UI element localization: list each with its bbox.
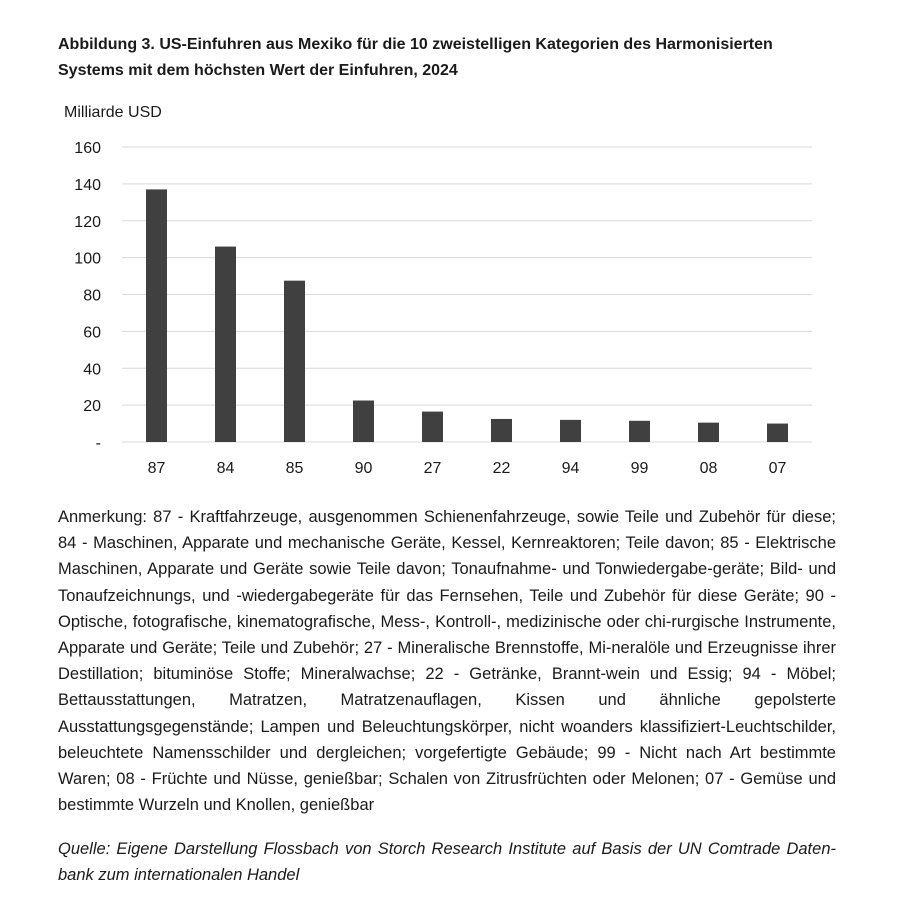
bar-94: [560, 420, 581, 442]
y-tick-label: 80: [83, 287, 101, 305]
y-tick-label: 160: [74, 140, 101, 157]
chart-note: Anmerkung: 87 - Kraftfahrzeuge, ausgenommen Schienenfahrzeuge, sowie Teile und Zubehör für diese; 84 - Maschinen, Apparate und mechanische Geräte, Kessel, Kernreaktoren; Teile davon; 85 - Elektrische Maschinen, Apparate und Geräte sowie Teile davon; Tonaufnahme- und Tonwiedergabe-geräte; Bild- und Tonaufzeichnungs, und -wiedergabegeräte für das Fernsehen, Teile und Zubehör für diese Geräte; 90 - Optische, fotografische, kinematografische, Mess-, Kontroll-, medizinische oder chi-rurgische Instrumente, Apparate und Geräte; Teile und Zubehör; 27 - Mineralische Brennstoffe, Mi-neralöle und Erzeugnisse ihrer Destillation; bituminöse Stoffe; Mineralwachse; 22 - Getränke, Brannt-wein und Essig; 94 - Möbel; Bettausstattungen, Matratzen, Matratzenauflagen, Kissen und ähnliche gepolsterte Ausstattungsgegenstände; Lampen und Beleuchtungskörper, nicht woanders klassifiziert-Leuchtschilder, beleuchtete Namensschilder und dergleichen; vorgefertigte Gebäude; 99 - Nicht nach Art bestimmte Waren; 08 - Früchte und Nüsse, genießbar; Schalen von Zitrusfrüchten oder Melonen; 07 - Gemüse und bestimmte Wurzeln und Knollen, genießbar: [58, 508, 836, 815]
y-tick-label: 60: [83, 324, 101, 342]
x-tick-label: 08: [699, 460, 718, 477]
x-tick-label: 90: [354, 460, 373, 477]
x-tick-label: 85: [285, 460, 304, 477]
bar-27: [422, 412, 443, 442]
bar-chart: [0, 95, 901, 485]
y-tick-label: 100: [74, 250, 101, 268]
bar-08: [698, 423, 719, 442]
figure-title-line-1: Abbildung 3. US-Einfuhren aus Mexiko für die 10 zweistelligen Kategorien des Harmonisierten: [58, 36, 773, 53]
bars: [146, 189, 788, 442]
chart-source: Quelle: Eigene Darstellung Flossbach von Storch Research Institute auf Basis der UN Comtrade Daten-bank zum internationalen Handel: [58, 840, 836, 884]
y-tick-label: 20: [83, 398, 101, 416]
bar-99: [629, 421, 650, 442]
x-tick-label: 07: [768, 460, 787, 477]
x-tick-label: 87: [147, 460, 166, 477]
x-tick-label: 99: [630, 460, 649, 477]
bar-90: [353, 401, 374, 442]
x-tick-label: 94: [561, 460, 580, 477]
y-tick-label: 40: [83, 361, 101, 379]
figure-title-line-2: Systems mit dem höchsten Wert der Einfuhren, 2024: [58, 62, 458, 79]
bar-84: [215, 247, 236, 442]
x-tick-label: 27: [423, 460, 442, 477]
y-axis-unit-label: Milliarde USD: [64, 104, 162, 121]
x-tick-label: 22: [492, 460, 511, 477]
bar-22: [491, 419, 512, 442]
y-tick-label: -: [95, 435, 101, 452]
x-axis-labels: [148, 460, 787, 477]
y-axis-ticks: [74, 140, 101, 452]
x-tick-label: 84: [216, 460, 235, 477]
bar-07: [767, 424, 788, 442]
bar-87: [146, 189, 167, 442]
figure-title: [58, 32, 858, 84]
y-tick-label: 120: [74, 213, 101, 231]
y-tick-label: 140: [74, 176, 101, 194]
bar-85: [284, 281, 305, 442]
